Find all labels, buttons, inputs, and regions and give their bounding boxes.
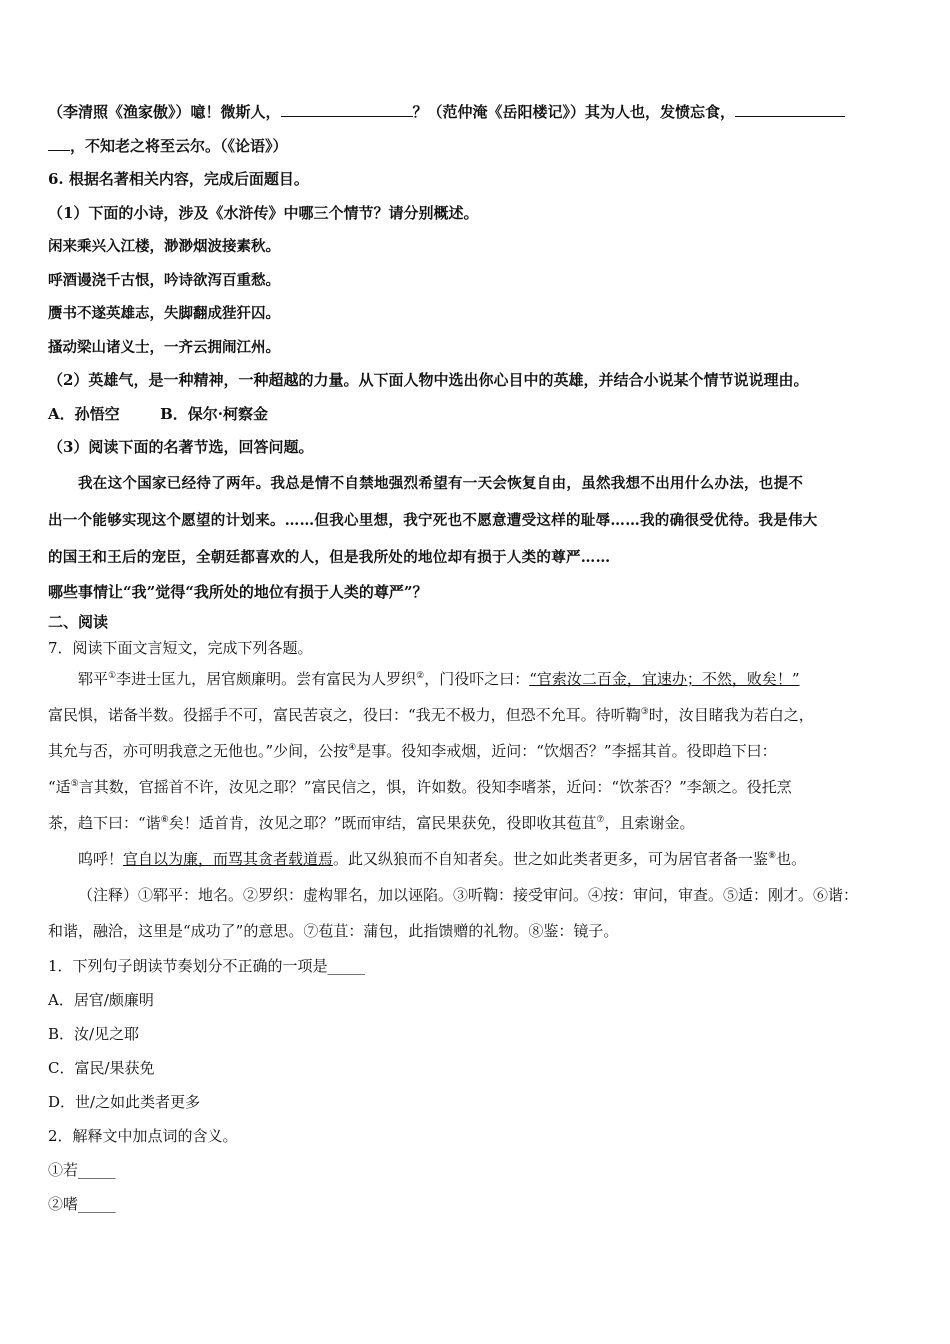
poem-line: 呼酒谩浇千古恨，吟诗欲泻百重愁。 <box>48 271 280 289</box>
q7-title: 7．阅读下面文言短文，完成下列各题。 <box>48 639 313 657</box>
question-2: 2．解释文中加点词的含义。 <box>48 1127 238 1145</box>
text-segment: 郓平 <box>78 670 109 688</box>
option-b[interactable]: B．汝/见之耶 <box>48 1025 140 1043</box>
text-segment: 。此又纵狼而不自知者矣。世之如此类者更多，可为居官者备一鉴 <box>333 850 769 868</box>
poem-line: 闲来乘兴入江楼，渺渺烟波接素秋。 <box>48 238 280 255</box>
q6-question: 哪些事情让“我”觉得“我所处的地位有损于人类的尊严”？ <box>48 582 428 601</box>
q6-title: 6. 根据名著相关内容，完成后面题目。 <box>48 170 309 188</box>
answer-item[interactable]: ②嗜_____ <box>48 1195 116 1213</box>
option-d[interactable]: D．世/之如此类者更多 <box>48 1093 201 1111</box>
passage-line <box>48 733 908 769</box>
notes-line: （注释）①郓平：地名。②罗织：虚构罪名，加以诬陷。③听鞫：接受审问。④按：审问，审查。⑤适：刚才。⑥谐： <box>78 886 859 904</box>
notes-line: 和谐，融洽，这里是“成功了”的意思。⑦苞苴：蒲包，此指馈赠的礼物。⑧鉴：镜子。 <box>48 922 619 940</box>
excerpt-line: 我在这个国家已经待了两年。我总是情不自禁地强烈希望有一天会恢复自由，虽然我想不出用什么办法，也提不 <box>78 474 804 492</box>
excerpt-line: 的国王和王后的宠臣，全朝廷都喜欢的人，但是我所处的地位却有损于人类的尊严…… <box>48 548 611 566</box>
text-segment: 是事。役知李戒烟，近问：“饮烟否？”李摇其首。役即趋下曰： <box>356 742 777 760</box>
text-segment: 其允与否，亦可明我意之无他也。”少间，公按 <box>48 742 349 760</box>
footnote-marker: ⑧ <box>768 851 777 861</box>
text-segment: ？（范仲淹《岳阳楼记》）其为人也，发愤忘食， <box>412 103 736 121</box>
document-page <box>48 96 908 1221</box>
text-segment: 富民惧，诺备半数。役摇手不可，富民苦哀之，役曰：“我无不极力，但恐不允耳。待听鞫 <box>48 706 641 724</box>
answer-blank[interactable] <box>281 102 413 117</box>
text-segment: 茶，趋下曰：“谐 <box>48 814 161 832</box>
text-segment: “适 <box>48 778 71 796</box>
passage-line <box>48 805 908 841</box>
text-segment: 李进士匡九，居官颇廉明。尝有富民为人罗织 <box>116 670 417 688</box>
answer-blank[interactable] <box>48 136 70 151</box>
footnote-marker: ④ <box>348 743 357 753</box>
q6-sub1: （1）下面的小诗，涉及《水浒传》中哪三个情节？请分别概述。 <box>48 203 479 222</box>
footnote-marker: ① <box>108 671 117 681</box>
passage-line <box>48 841 908 877</box>
underlined-sentence: 官自以为廉，而骂其贪者载道焉 <box>123 850 334 868</box>
q6-options <box>48 398 908 432</box>
text-segment: ，且索谢金。 <box>604 814 695 832</box>
q6-sub2: （2）英雄气，是一种精神，一种超越的力量。从下面人物中选出你心目中的英雄，并结合小说某个情节说说理由。 <box>48 371 809 389</box>
answer-blank[interactable] <box>735 102 845 117</box>
passage-line <box>48 661 908 697</box>
question-1: 1．下列句子朗读节奏划分不正确的一项是_____ <box>48 957 366 975</box>
section-heading: 二、阅读 <box>48 613 109 631</box>
option-b[interactable]: B．保尔·柯察金 <box>160 404 269 423</box>
passage-line <box>48 697 908 733</box>
footnote-marker: ② <box>416 671 425 681</box>
option-a[interactable]: A．孙悟空 <box>48 404 120 423</box>
text-segment: （李清照《渔家傲》）噫！微斯人， <box>48 103 281 121</box>
passage-line <box>48 769 908 805</box>
text-segment: 也。 <box>776 850 807 868</box>
fill-blank-line-2 <box>48 130 908 164</box>
text-segment: ，门役吓之曰： <box>424 670 530 688</box>
footnote-marker: ⑥ <box>160 815 169 825</box>
option-c[interactable]: C．富民/果获免 <box>48 1059 155 1077</box>
footnote-marker: ⑦ <box>596 815 605 825</box>
text-segment: 言其数，官摇首不许，汝见之耶？”富民信之，惧，许如数。役知李嗜茶，近问：“饮茶否？”李颔之。役托烹 <box>78 778 792 796</box>
footnote-marker: ⑤ <box>70 779 79 789</box>
text-segment: 呜呼！ <box>78 850 124 868</box>
poem-line: 赝书不遂英雄志，失脚翻成狴犴囚。 <box>48 305 280 322</box>
text-segment: 矣！适首肯，汝见之耶？”既而审结，富民果获免，役即收其苞苴 <box>168 814 597 832</box>
text-segment: 时，汝目睹我为若白之， <box>648 706 814 724</box>
answer-item[interactable]: ①若_____ <box>48 1161 116 1179</box>
text-segment: ，不知老之将至云尔。（《论语》） <box>70 136 288 155</box>
underlined-sentence: “官索汝二百金，宜速办；不然，败矣！” <box>529 670 800 688</box>
option-a[interactable]: A．居官/颇廉明 <box>48 991 154 1009</box>
q6-sub3: （3）阅读下面的名著节选，回答问题。 <box>48 438 314 456</box>
footnote-marker: ③ <box>640 707 649 717</box>
excerpt-line: 出一个能够实现这个愿望的计划来。……但我心里想，我宁死也不愿意遭受这样的耻辱……我的确很受优待。我是伟大 <box>48 511 818 529</box>
poem-line: 搔动梁山诸义士，一齐云拥闹江州。 <box>48 338 280 356</box>
fill-blank-line-1 <box>48 96 908 130</box>
